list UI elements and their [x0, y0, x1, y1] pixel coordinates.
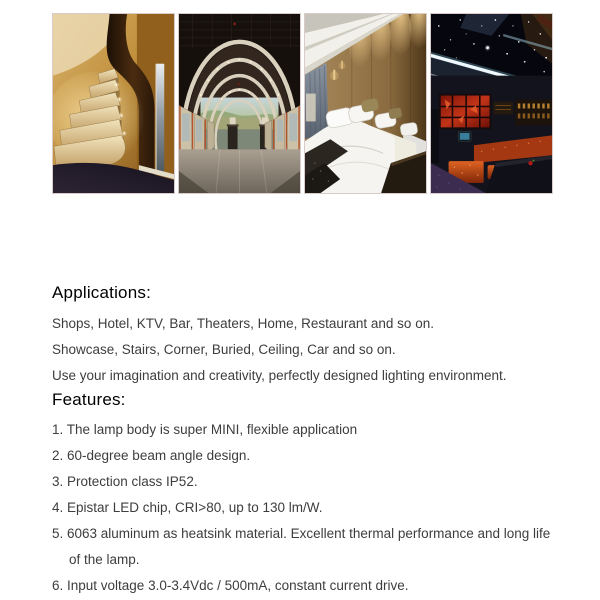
description-content: [52, 282, 552, 599]
feature-item-3: 3. Protection class IP52.: [52, 474, 198, 489]
applications-line-3: Use your imagination and creativity, perfectly designed lighting environment.: [52, 368, 507, 383]
photo-spiral-staircase: [52, 13, 175, 194]
applications-line-2: Showcase, Stairs, Corner, Buried, Ceiling, Car and so on.: [52, 342, 396, 357]
feature-item-5: 5. 6063 aluminum as heatsink material. Excellent thermal performance and long life of the lamp.: [52, 526, 551, 567]
applications-heading: Applications:: [52, 283, 151, 302]
features-heading: Features:: [52, 390, 126, 409]
exhibition-arches-illustration: [179, 14, 300, 193]
photo-exhibition-arches: [178, 13, 301, 194]
spiral-staircase-illustration: [53, 14, 174, 193]
feature-item-2: 2. 60-degree beam angle design.: [52, 448, 251, 463]
hotel-bedroom-illustration: [305, 14, 426, 193]
photo-hotel-bedroom: [304, 13, 427, 194]
applications-line-1: Shops, Hotel, KTV, Bar, Theaters, Home, Restaurant and so on.: [52, 316, 434, 331]
feature-item-6: 6. Input voltage 3.0-3.4Vdc / 500mA, constant current drive.: [52, 578, 409, 593]
feature-item-4: 4. Epistar LED chip, CRI>80, up to 130 lm/W.: [52, 500, 323, 515]
ktv-lounge-illustration: [431, 14, 552, 193]
photo-ktv-lounge: [430, 13, 553, 194]
feature-item-1: 1. The lamp body is super MINI, flexible application: [52, 422, 358, 437]
photo-gallery: [52, 13, 553, 194]
